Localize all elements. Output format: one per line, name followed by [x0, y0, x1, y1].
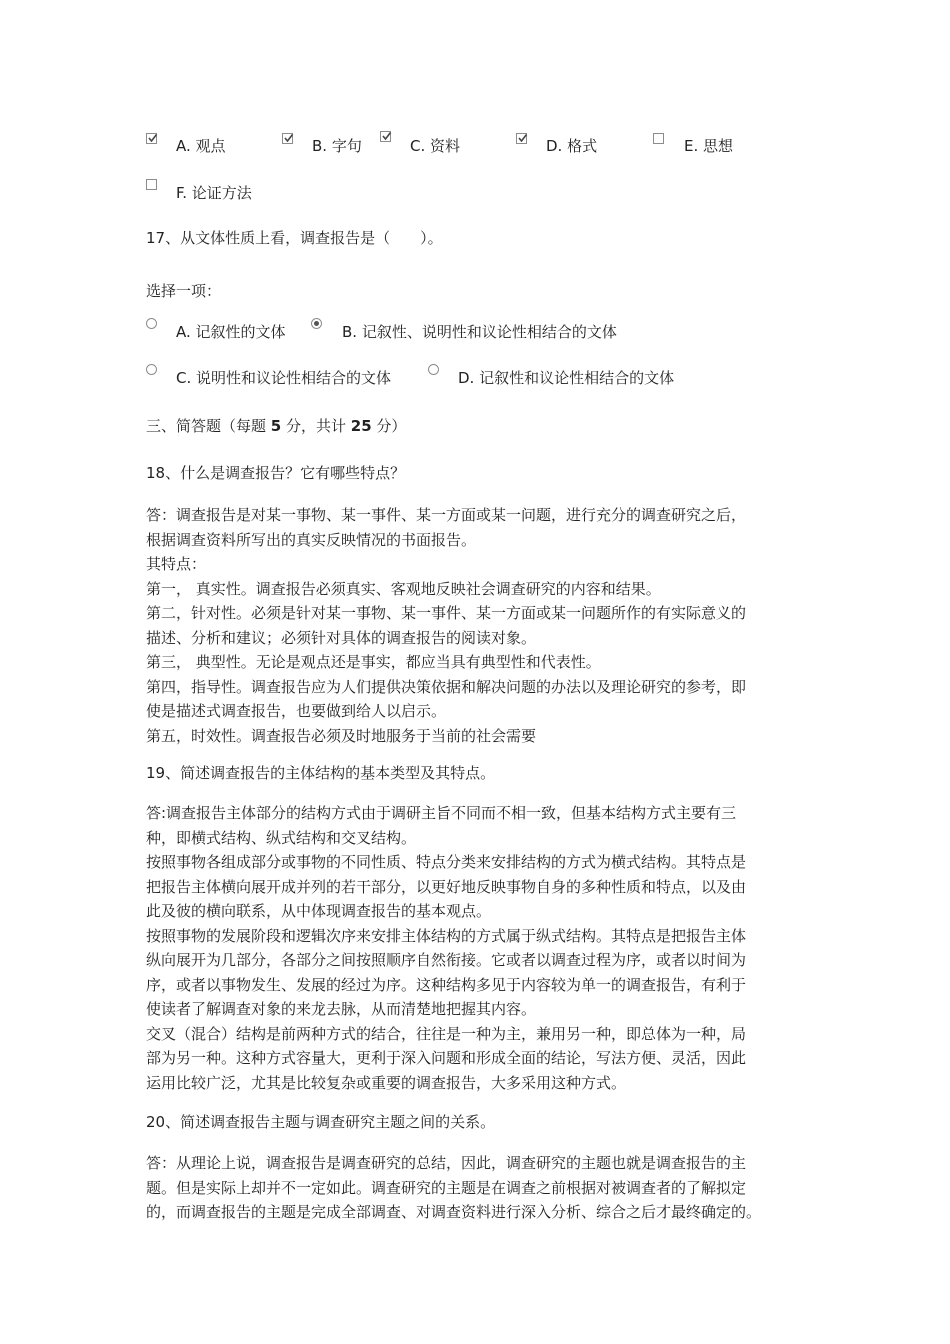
checkmark-icon — [381, 131, 392, 142]
q17-option-b-label: B. 记叙性、说明性和议论性相结合的文体 — [342, 323, 617, 341]
option-a-label: A. 观点 — [176, 137, 226, 155]
answer-line: 描述、分析和建议；必须针对具体的调查报告的阅读对象。 — [146, 628, 537, 647]
q18-question: 18、什么是调查报告？它有哪些特点？ — [146, 464, 406, 482]
answer-line: 根据调查资料所写出的真实反映情况的书面报告。 — [146, 530, 477, 549]
answer-line: 答：调查报告是对某一事物、某一事件、某一方面或某一问题，进行充分的调查研究之后， — [146, 506, 747, 524]
answer-line: 序，或者以事物发生、发展的经过为序。这种结构多见于内容较为单一的调查报告，有利于 — [146, 975, 747, 994]
answer-line: 按照事物各组成部分或事物的不同性质、特点分类来安排结构的方式为横式结构。其特点是 — [146, 853, 747, 871]
radio-c[interactable] — [146, 364, 157, 375]
answer-line: 第三， 典型性。无论是观点还是事实，都应当具有典型性和代表性。 — [146, 653, 601, 671]
answer-line: 种，即横式结构、纵式结构和交叉结构。 — [146, 828, 417, 847]
answer-line: 第四，指导性。调查报告应为人们提供决策依据和解决问题的办法以及理论研究的参考，即 — [146, 677, 747, 696]
answer-line: 使是描述式调查报告，也要做到给人以启示。 — [146, 702, 447, 720]
radio-a[interactable] — [146, 318, 157, 329]
answer-line: 此及彼的横向联系，从中体现调查报告的基本观点。 — [146, 902, 492, 920]
checkbox-e[interactable] — [653, 133, 664, 144]
q18-answer — [146, 503, 808, 748]
answer-line: 的，而调查报告的主题是完成全部调查、对调查资料进行深入分析、综合之后才最终确定的。 — [146, 1203, 762, 1221]
q20-answer — [146, 1151, 808, 1225]
answer-line: 第一， 真实性。调查报告必须真实、客观地反映社会调查研究的内容和结果。 — [146, 579, 661, 598]
answer-line: 答:调查报告主体部分的结构方式由于调研主旨不同而不相一致，但基本结构方式主要有三 — [146, 804, 737, 822]
section-heading — [146, 414, 406, 438]
section-heading-prefix: 三、简答题（每题 — [146, 417, 271, 435]
q19-answer — [146, 801, 808, 1095]
q17-option-c-label: C. 说明性和议论性相结合的文体 — [176, 369, 392, 387]
answer-line: 运用比较广泛，尤其是比较复杂或重要的调查报告，大多采用这种方式。 — [146, 1073, 627, 1092]
q17-question: 17、从文体性质上看，调查报告是（ ）。 — [146, 229, 443, 247]
section-heading-mid: 分，共计 — [281, 417, 351, 435]
q20-question: 20、简述调查报告主题与调查研究主题之间的关系。 — [146, 1113, 496, 1131]
checkbox-b[interactable] — [282, 133, 293, 144]
checkmark-icon — [517, 133, 528, 144]
option-e-label: E. 思想 — [684, 137, 734, 155]
q17-prompt: 选择一项： — [146, 282, 222, 300]
option-f-label: F. 论证方法 — [176, 184, 252, 202]
answer-line: 题。但是实际上却并不一定如此。调查研究的主题是在调查之前根据对被调查者的了解拟定 — [146, 1178, 747, 1197]
option-c-label: C. 资料 — [410, 137, 461, 155]
checkbox-c[interactable] — [380, 131, 391, 142]
q17-option-d-label: D. 记叙性和议论性相结合的文体 — [458, 369, 675, 387]
answer-line: 第五，时效性。调查报告必须及时地服务于当前的社会需要 — [146, 726, 537, 745]
checkbox-f[interactable] — [146, 179, 157, 190]
radio-d[interactable] — [428, 364, 439, 375]
option-d-label: D. 格式 — [546, 137, 598, 155]
answer-line: 部为另一种。这种方式容量大，更利于深入问题和形成全面的结论，写法方便、灵活，因此 — [146, 1049, 747, 1067]
section-heading-suffix: 分） — [371, 417, 407, 435]
q17-option-a-label: A. 记叙性的文体 — [176, 323, 286, 341]
section-heading-total-score: 25 — [350, 417, 372, 435]
answer-line: 其特点： — [146, 555, 207, 573]
checkbox-d[interactable] — [516, 133, 527, 144]
radio-b[interactable] — [311, 318, 322, 329]
checkmark-icon — [147, 133, 158, 144]
option-b-label: B. 字句 — [312, 137, 362, 155]
answer-line: 交叉（混合）结构是前两种方式的结合，往往是一种为主，兼用另一种，即总体为一种，局 — [146, 1024, 747, 1043]
answer-line: 纵向展开为几部分，各部分之间按照顺序自然衔接。它或者以调查过程为序，或者以时间为 — [146, 951, 747, 969]
section-heading-per-score: 5 — [270, 417, 282, 435]
answer-line: 把报告主体横向展开成并列的若干部分，以更好地反映事物自身的多种性质和特点，以及由 — [146, 877, 747, 896]
answer-line: 第二，针对性。必须是针对某一事物、某一事件、某一方面或某一问题所作的有实际意义的 — [146, 604, 747, 622]
answer-line: 按照事物的发展阶段和逻辑次序来安排主体结构的方式属于纵式结构。其特点是把报告主体 — [146, 926, 747, 945]
answer-line: 使读者了解调查对象的来龙去脉，从而清楚地把握其内容。 — [146, 1000, 537, 1018]
checkmark-icon — [283, 133, 294, 144]
answer-line: 答：从理论上说，调查报告是调查研究的总结，因此，调查研究的主题也就是调查报告的主 — [146, 1154, 747, 1172]
checkbox-a[interactable] — [146, 133, 157, 144]
q19-question: 19、简述调查报告的主体结构的基本类型及其特点。 — [146, 764, 496, 782]
